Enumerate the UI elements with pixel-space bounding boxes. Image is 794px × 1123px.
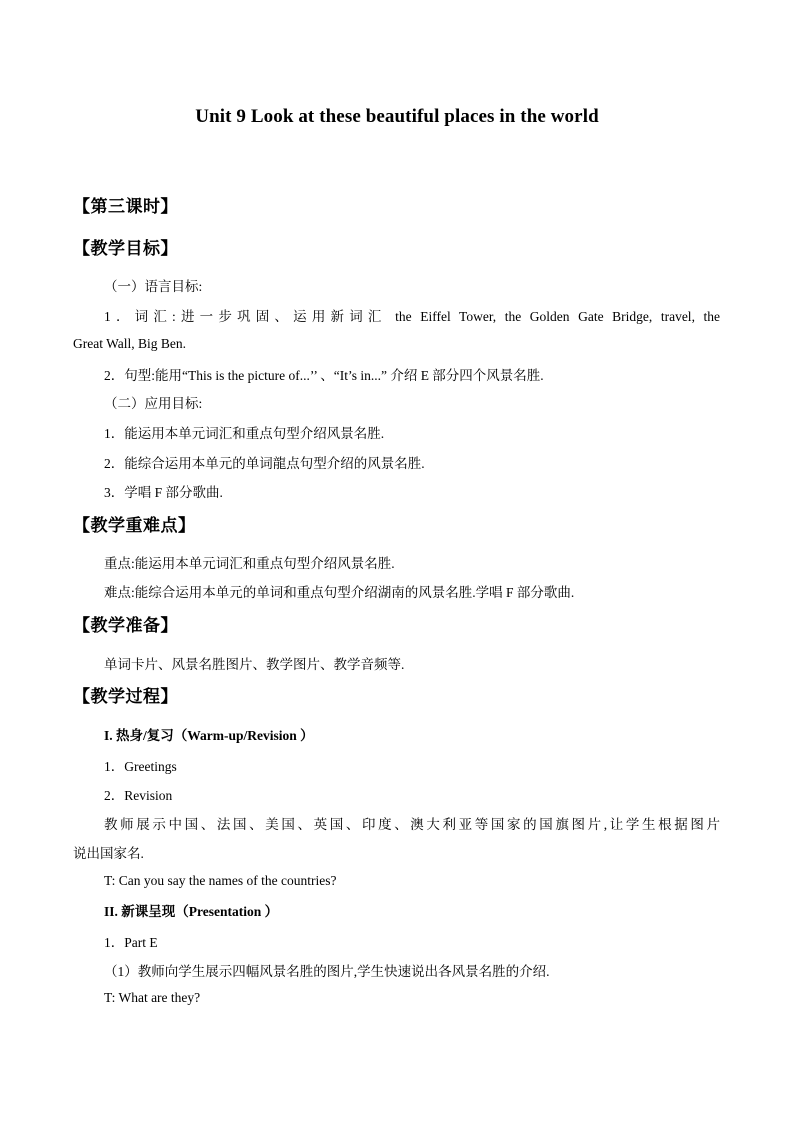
process-s1-para-line2: 说出国家名.: [73, 846, 144, 861]
process-section1-title: I. 热身/复习（Warm-up/Revision ）: [104, 728, 314, 743]
preparation-text: 单词卡片、风景名胜图片、教学图片、教学音频等.: [104, 657, 405, 672]
process-s2-sub1: （1）教师向学生展示四幅风景名胜的图片,学生快速说出各风景名胜的介绍.: [104, 964, 550, 979]
objectives-app1: 1．能运用本单元词汇和重点句型介绍风景名胜.: [104, 426, 385, 441]
document-title: Unit 9 Look at these beautiful places in the world: [195, 106, 599, 127]
process-s1-para-line1: 教师展示中国、法国、美国、英国、印度、澳大利亚等国家的国旗图片,让学生根据图片: [104, 817, 720, 832]
objectives-app2: 2．能综合运用本单元的单词龍点句型介绍的风景名胜.: [104, 456, 425, 471]
objectives-item1-line1: 1．词汇:进一步巩固、运用新词汇 the Eiffel Tower, the Golden Gate Bridge, travel, the: [104, 309, 720, 324]
heading-lesson: 【第三课时】: [73, 197, 178, 217]
objectives-language-title: （一）语言目标:: [104, 279, 203, 294]
process-s2-item1: 1．Part E: [104, 935, 158, 950]
objectives-application-title: （二）应用目标:: [104, 396, 203, 411]
objectives-app3: 3．学唱 F 部分歌曲.: [104, 485, 223, 500]
heading-key-points: 【教学重难点】: [73, 516, 196, 536]
heading-process: 【教学过程】: [73, 687, 178, 707]
key-points-focus: 重点:能运用本单元词汇和重点句型介绍风景名胜.: [104, 556, 395, 571]
heading-preparation: 【教学准备】: [73, 616, 178, 636]
heading-objectives: 【教学目标】: [73, 239, 178, 259]
process-s1-item2: 2．Revision: [104, 788, 173, 803]
objectives-item1-line2: Great Wall, Big Ben.: [73, 336, 187, 351]
process-s1-teacher: T: Can you say the names of the countries?: [104, 873, 337, 888]
key-points-difficulty: 难点:能综合运用本单元的单词和重点句型介绍湖南的风景名胜.学唱 F 部分歌曲.: [104, 585, 575, 600]
process-s1-item1: 1．Greetings: [104, 759, 177, 774]
objectives-item2: 2．句型:能用“This is the picture of...’’ 、“It’s in...” 介绍 E 部分四个风景名胜.: [104, 368, 544, 383]
process-s2-teacher: T: What are they?: [104, 990, 201, 1005]
process-section2-title: II. 新课呈现（Presentation ）: [104, 904, 279, 919]
